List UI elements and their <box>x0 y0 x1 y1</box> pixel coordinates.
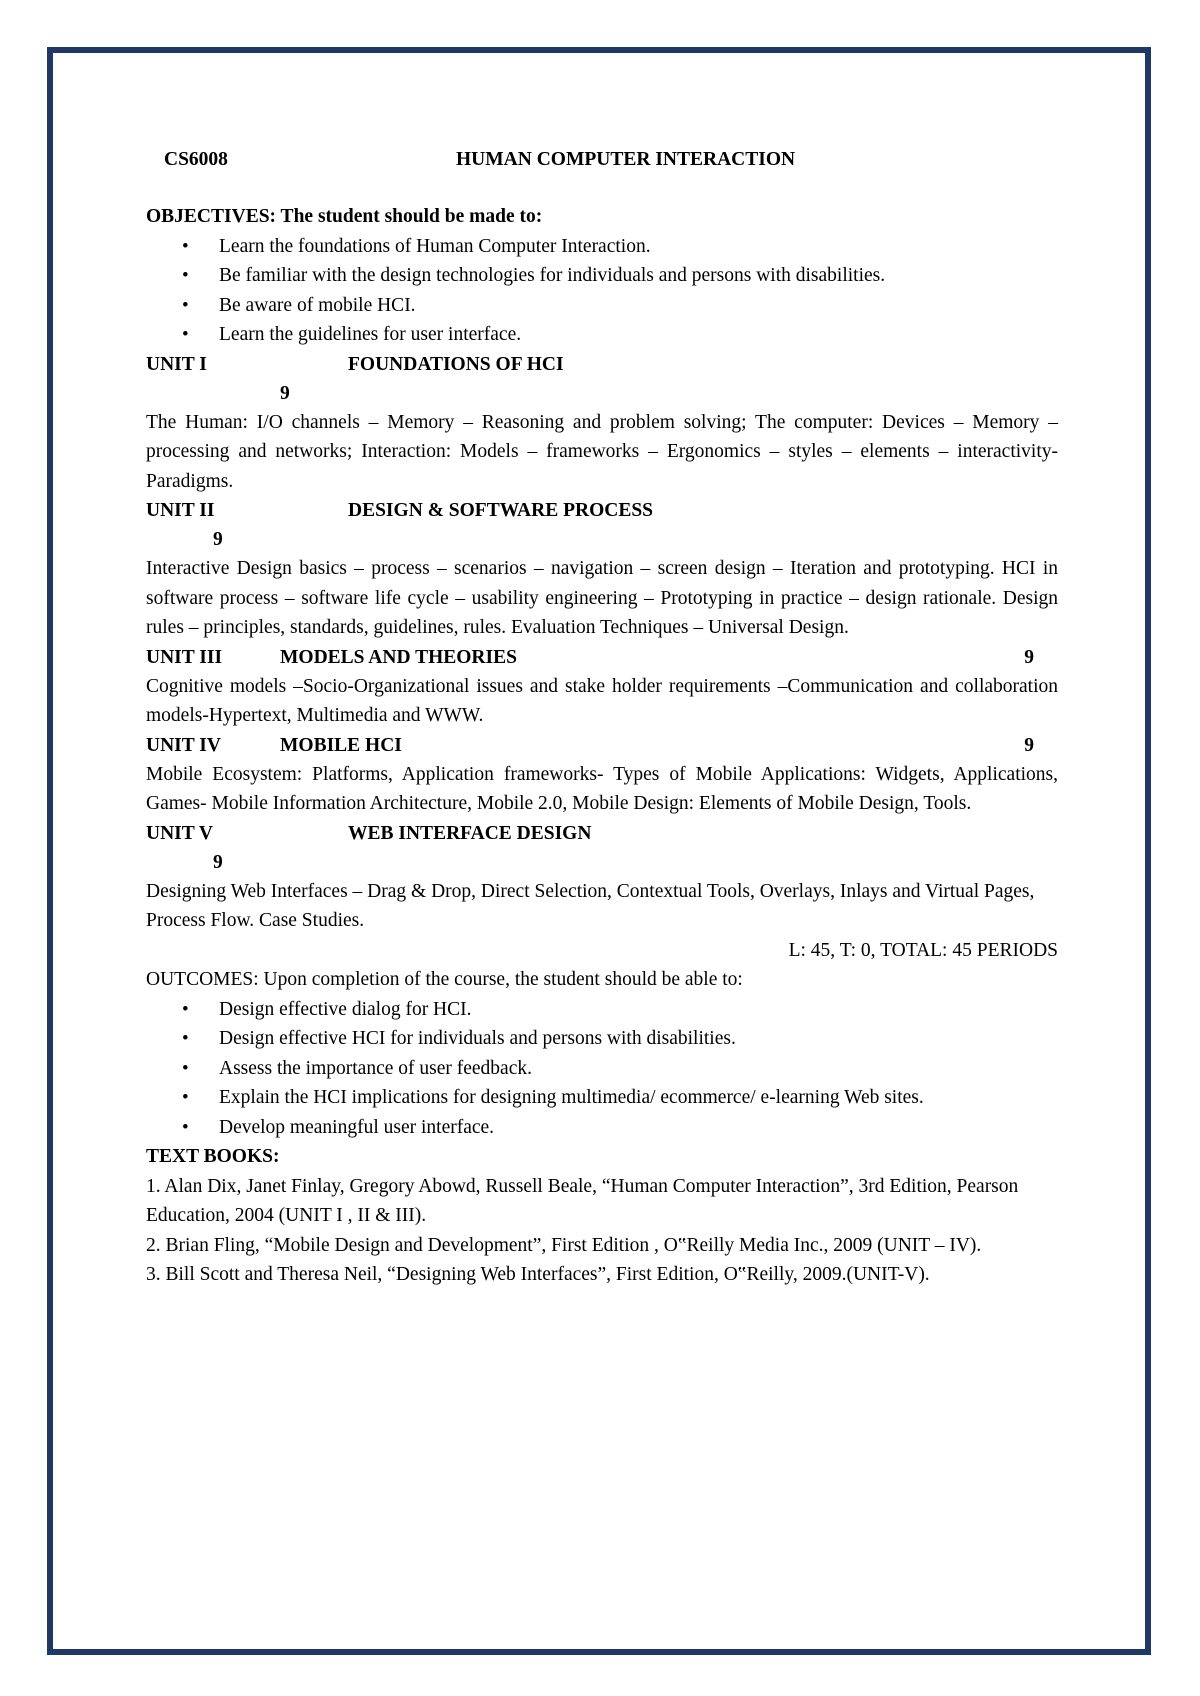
textbooks-heading: TEXT BOOKS: <box>146 1146 280 1167</box>
unit-hours: 9 <box>1024 734 1034 756</box>
unit-hours: 9 <box>213 851 223 873</box>
objectives-list <box>146 232 1058 350</box>
unit-3-heading <box>146 643 1058 672</box>
outcomes-list <box>146 995 1058 1143</box>
unit-4-heading <box>146 731 1058 760</box>
bullet-icon: • <box>182 998 189 1020</box>
list-item: • Explain the HCI implications for designing multimedia/ ecommerce/ e-learning Web sites. <box>146 1083 1058 1113</box>
textbook-2: 2. Brian Fling, “Mobile Design and Development”, First Edition , O‟Reilly Media Inc., 2009 (UNIT – IV). <box>146 1234 982 1256</box>
bullet-icon: • <box>182 1057 189 1079</box>
unit-title: MOBILE HCI <box>280 734 402 756</box>
unit-5-hours-line <box>146 848 1058 877</box>
textbook-3: 3. Bill Scott and Theresa Neil, “Designing Web Interfaces”, First Edition, O‟Reilly, 2009.(UNIT-V). <box>146 1264 930 1285</box>
list-item: • Design effective HCI for individuals and persons with disabilities. <box>146 1024 1058 1054</box>
unit-hours: 9 <box>1024 646 1034 668</box>
unit-hours: 9 <box>280 382 290 404</box>
bullet-icon: • <box>182 235 189 257</box>
bullet-icon: • <box>182 265 189 286</box>
unit-1-heading <box>146 350 1058 379</box>
unit-title: DESIGN & SOFTWARE PROCESS <box>348 500 654 521</box>
unit-label: UNIT III <box>146 646 223 668</box>
list-item: • Design effective dialog for HCI. <box>146 995 1058 1025</box>
outcomes-heading: OUTCOMES: Upon completion of the course, the student should be able to: <box>146 969 743 990</box>
unit-label: UNIT II <box>146 500 215 521</box>
unit-2-hours-line <box>146 525 1058 554</box>
course-code: CS6008 <box>164 149 228 170</box>
course-title: HUMAN COMPUTER INTERACTION <box>456 149 796 170</box>
unit-5-body: Designing Web Interfaces – Drag & Drop, Direct Selection, Contextual Tools, Overlays, Inlays and Virtual Pages, Process Flow. Case Studies. <box>146 880 1035 931</box>
list-item: • Develop meaningful user interface. <box>146 1113 1058 1143</box>
textbook-1: 1. Alan Dix, Janet Finlay, Gregory Abowd, Russell Beale, “Human Computer Interaction”, 3rd Edition, Pearson Education, 2004 (UNIT I , II & III). <box>146 1175 1019 1226</box>
unit-label: UNIT IV <box>146 734 221 756</box>
unit-title: MODELS AND THEORIES <box>280 646 517 668</box>
unit-title: WEB INTERFACE DESIGN <box>348 822 592 844</box>
unit-hours: 9 <box>213 529 223 550</box>
unit-1-body: The Human: I/O channels – Memory – Reasoning and problem solving; The computer: Devices – Memory – processing and networks; Interaction: Models – frameworks – Ergonomics – styles – elements – interactivity- Paradigms. <box>146 411 1058 492</box>
unit-title: FOUNDATIONS OF HCI <box>348 353 564 375</box>
list-item: • Be aware of mobile HCI. <box>146 291 1058 321</box>
period-totals: L: 45, T: 0, TOTAL: 45 PERIODS <box>788 939 1058 961</box>
bullet-icon: • <box>182 1116 189 1138</box>
unit-5-heading <box>146 819 1058 848</box>
objectives-heading: OBJECTIVES: The student should be made to: <box>146 206 543 227</box>
list-item: • Learn the foundations of Human Computer Interaction. <box>146 232 1058 262</box>
unit-label: UNIT V <box>146 822 214 844</box>
course-header <box>146 145 1058 174</box>
unit-3-body: Cognitive models –Socio-Organizational issues and stake holder requirements –Communication and collaboration models-Hypertext, Multimedia and WWW. <box>146 675 1058 726</box>
bullet-icon: • <box>182 294 189 316</box>
bullet-icon: • <box>182 1028 189 1049</box>
list-item: • Assess the importance of user feedback. <box>146 1054 1058 1084</box>
bullet-icon: • <box>182 1087 189 1108</box>
unit-2-heading <box>146 496 1058 525</box>
list-item: • Learn the guidelines for user interface. <box>146 320 1058 350</box>
unit-2-body: Interactive Design basics – process – scenarios – navigation – screen design – Iteration and prototyping. HCI in software process – software life cycle – usability engineering – Prototyping in practice – design rationale. Design rules – principles, standards, guidelines, rules. Evaluation Techniques – Universal Design. <box>146 558 1058 638</box>
unit-1-hours-line <box>146 379 1058 408</box>
list-item: • Be familiar with the design technologies for individuals and persons with disabilities. <box>146 261 1058 291</box>
syllabus-content <box>146 145 1058 1290</box>
unit-label: UNIT I <box>146 353 207 375</box>
bullet-icon: • <box>182 324 189 345</box>
unit-4-body: Mobile Ecosystem: Platforms, Application frameworks- Types of Mobile Applications: Widgets, Applications, Games- Mobile Information Architecture, Mobile 2.0, Mobile Design: Elements of Mobile Design, Tools. <box>146 763 1058 814</box>
